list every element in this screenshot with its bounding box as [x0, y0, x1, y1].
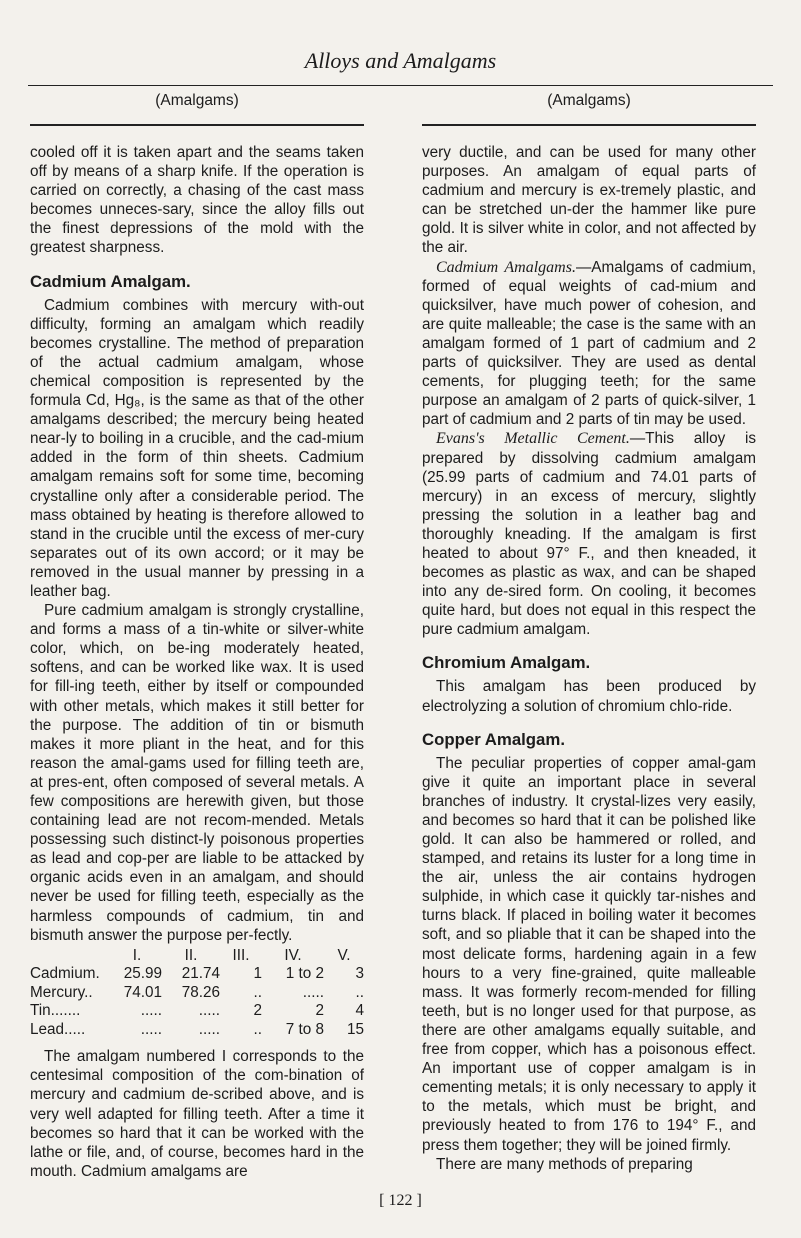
paragraph: Cadmium combines with mercury with-out difficulty, forming an amalgam which readily becomes crystalline. The method of preparation of the actual cadmium amalgam, whose chemical composition is represented by the formula Cd, Hg₈, is the same as that of the other amalgams described; the mercury being heated near-ly to boiling in a crucible, and the cad-mium added in the form of thin sheets. Cadmium amalgam remains soft for some time, becoming crystalline only after a considerable period. The mass obtained by heating is therefore allowed to stand in the crucible until the excess of mer-cury separates out of its own accord; or it may be removed in the usual manner by pressing in a leather bag. [30, 296, 364, 600]
right-column-body [422, 143, 756, 1174]
paragraph: cooled off it is taken apart and the seams taken off by means of a sharp knife. If the operation is carried on correctly, a chasing of the cast mass becomes unneces-sary, since the alloy fills out the finest depressions of the mold with the greatest sharpness. [30, 144, 364, 257]
page-number: [ 122 ] [379, 1192, 422, 1209]
section-heading-cadmium: Cadmium Amalgam. [30, 271, 191, 291]
table-header: III. [232, 946, 250, 964]
table-cell: 21.74 [181, 965, 220, 983]
table-row [30, 965, 364, 984]
table-row [30, 1021, 364, 1040]
table-cell: 1 to 2 [285, 965, 324, 983]
table-cell: Tin....... [30, 1002, 81, 1020]
left-column [30, 90, 364, 1181]
left-column-body [30, 143, 364, 1181]
table-header: IV. [284, 946, 302, 964]
section-heading-copper: Copper Amalgam. [422, 729, 565, 749]
paragraph [422, 258, 756, 430]
right-column [422, 90, 756, 1174]
table-header: V. [337, 946, 351, 964]
table-header [30, 947, 112, 966]
table-cell: ..... [198, 1020, 220, 1038]
table-cell: ..... [302, 983, 324, 1001]
paragraph: This amalgam has been produced by electrolyzing a solution of chromium chlo-ride. [422, 678, 756, 715]
title-rule [28, 85, 773, 86]
table-cell: 25.99 [123, 965, 162, 983]
table-cell: 2 [253, 1002, 262, 1020]
table-cell: 1 [253, 965, 262, 983]
paragraph: There are many methods of preparing [436, 1155, 693, 1173]
table-cell: .. [253, 983, 262, 1001]
left-column-header: (Amalgams) [30, 90, 364, 126]
table-cell: Cadmium. [30, 965, 100, 983]
paragraph [422, 429, 756, 639]
running-title: Alloys and Amalgams [304, 48, 497, 73]
table-cell: 74.01 [123, 983, 162, 1001]
paragraph: The amalgam numbered I corresponds to the centesimal composition of the com-bination of mercury and cadmium de-scribed above, and is very well adapted for filling teeth. After a time it becomes so hard that it can be worked with the lathe or file, and, of course, becomes hard in the mouth. Cadmium amalgams are [30, 1048, 364, 1180]
table-cell: 15 [346, 1020, 364, 1038]
table-cell: ..... [140, 1002, 162, 1020]
table-cell: Lead..... [30, 1020, 86, 1038]
right-column-header: (Amalgams) [422, 90, 756, 126]
section-heading-chromium: Chromium Amalgam. [422, 653, 591, 673]
table-cell: ..... [140, 1020, 162, 1038]
table-cell: 7 to 8 [285, 1020, 324, 1038]
table-cell: 3 [355, 965, 364, 983]
table-cell: 78.26 [181, 983, 220, 1001]
composition-table [30, 947, 364, 1040]
table-cell: 2 [315, 1002, 324, 1020]
paragraph-text: —This alloy is prepared by dissolving cadmium amalgam (25.99 parts of cadmium and 74.01 parts of mercury) in an excess of mercury, slightly pressing the solution in a leather bag and thoroughly kneading. If the amalgam is first heated to about 97° F., and then kneaded, it becomes as plastic as wax, and can be shaped into any de-sired form. On cooling, it becomes quite hard, but does not equal in this respect the pure cadmium amalgam. [422, 430, 757, 639]
table-cell: .. [253, 1020, 262, 1038]
table-row [30, 984, 364, 1003]
paragraph: very ductile, and can be used for many other purposes. An amalgam of equal parts of cadmium and mercury is ex-tremely plastic, and can be stretched un-der the hammer like pure gold. It is silver white in color, and not affected by the air. [422, 144, 756, 257]
table-header-row [30, 947, 364, 966]
table-row [30, 1002, 364, 1021]
table-cell: 4 [355, 1002, 364, 1020]
table-cell: .. [355, 983, 364, 1001]
table-cell: Mercury.. [30, 983, 93, 1001]
run-in-heading: Evans's Metallic Cement. [436, 430, 630, 448]
paragraph: Pure cadmium amalgam is strongly crystalline, and forms a mass of a tin-white or silver-white color, which, on be-ing moderately heated, softens, and can be worked like wax. It is used for fill-ing teeth, either by itself or compounded with other metals, which makes it still better for the purpose. The addition of tin or bismuth makes it more pliant in the heat, and for this reason the amal-gams used for filling teeth are, at pres-ent, often composed of several metals. A few compositions are herewith given, but those containing lead are not recom-mended. Metals possessing such distinct-ly poisonous properties as lead and cop-per are liable to be attacked by organic acids even in an amalgam, and should never be used for filling teeth, especially as the harmless compounds of cadmium, tin and bismuth answer the purpose per-fectly. [30, 602, 364, 944]
table-header: I. [132, 946, 142, 964]
table-cell: ..... [198, 1002, 220, 1020]
table-header: II. [184, 946, 198, 964]
paragraph: The peculiar properties of copper amal-gam give it quite an important place in several branches of industry. It crystal-lizes very easily, and becomes so hard that it can be polished like gold. It can also be hammered or rolled, and stamped, and retains its luster for a long time in the air, unless the air contains hydrogen sulphide, in which case it quickly tar-nishes and turns black. If placed in boiling water it becomes soft, and so pliable that it can be shaped into the most delicate forms, hardening again in a few hours to a very fine-grained, quite malleable mass. It was formerly recom-mended for filling teeth, but is no longer used for that purpose, as there are other amalgams equally suitable, and free from copper, which has a poisonous effect. An important use of copper amalgam is in cementing metals; it is only necessary to apply it to the metals, which must be bright, and previously heated to from 176 to 194° F., and press them together; they will be joined firmly. [422, 754, 756, 1154]
run-in-heading: Cadmium Amalgams. [436, 258, 576, 276]
paragraph-text: —Amalgams of cadmium, formed of equal weights of cad-mium and quicksilver, have much power of cohesion, and are quite malleable; the case is the same with an amalgam formed of 1 part of cadmium and 2 parts of quicksilver. They are used as dental cements, for plugging teeth; for the same purpose an amalgam of 2 parts of quick-silver, 1 part of cadmium and 2 parts of tin may be used. [422, 258, 756, 429]
